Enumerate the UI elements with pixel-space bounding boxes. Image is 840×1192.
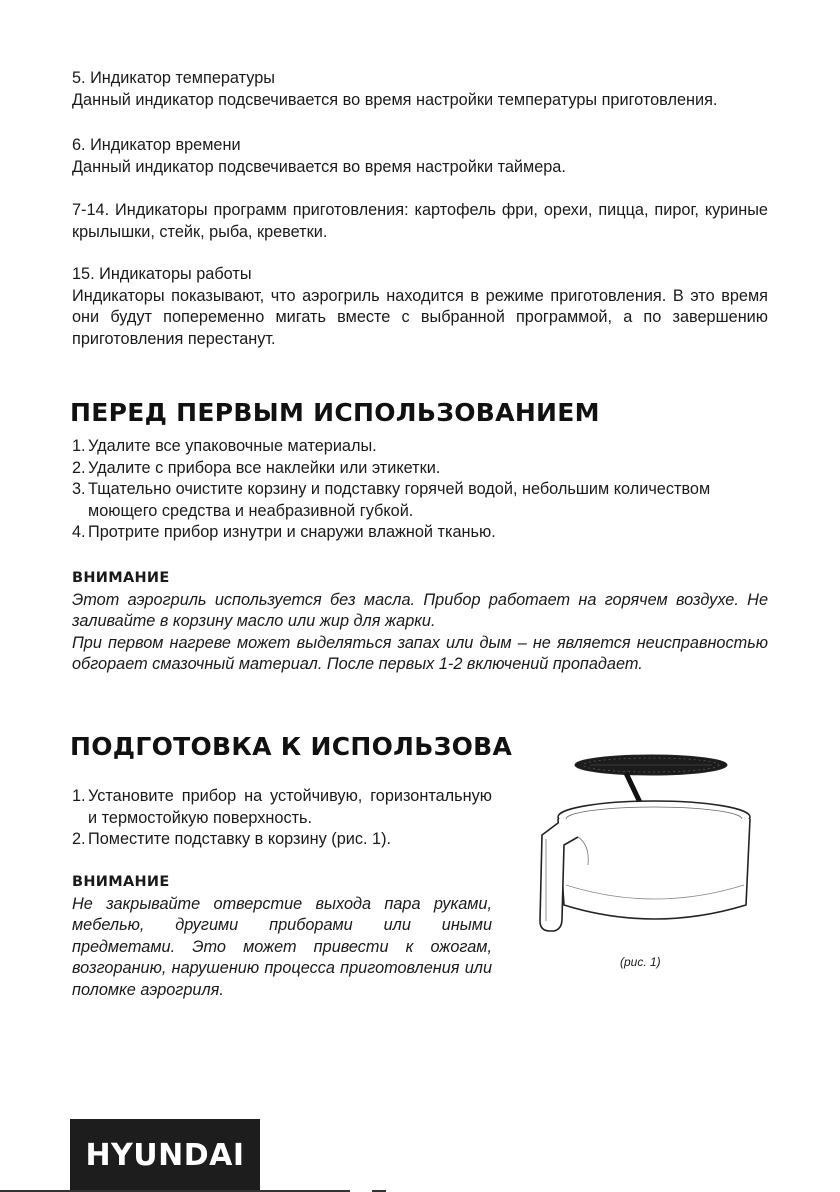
warning-text: Этот аэрогриль используется без масла. Прибор работает на горячем воздухе. Не заливайте в корзину масло или жир для жарки.: [72, 590, 768, 630]
step-text: Протрите прибор изнутри и снаружи влажной тканью.: [88, 523, 496, 541]
logo-text: HYUNDAI: [85, 1138, 245, 1173]
warning-title: ВНИМАНИЕ: [72, 570, 170, 586]
list-item: [72, 436, 768, 458]
indicator-7-14-section: [72, 200, 768, 243]
preparation-heading: ПОДГОТОВКА К ИСПОЛЬЗОВА: [70, 732, 513, 761]
list-item: [72, 458, 768, 480]
step-number: 1.: [72, 787, 86, 805]
step-number: 3.: [72, 480, 86, 498]
air-fryer-basket-illustration: [530, 745, 770, 985]
indicator-6-text: Данный индикатор подсвечивается во время настройки таймера.: [72, 157, 566, 176]
step-text: Удалите все упаковочные материалы.: [88, 437, 377, 455]
list-item: [72, 522, 768, 544]
preparation-steps: [72, 786, 492, 851]
indicator-7-14-text: 7-14. Индикаторы программ приготовления: картофель фри, орехи, пицца, пирог, куриные крылышки, стейк, рыба, креветки.: [72, 201, 768, 241]
preparation-warning: [72, 872, 492, 1001]
indicator-5-section: [72, 68, 768, 111]
hyundai-logo: [70, 1119, 260, 1192]
basket-drawing: [530, 745, 770, 955]
before-use-steps: [72, 436, 768, 544]
step-text: Удалите с прибора все наклейки или этикетки.: [88, 458, 441, 477]
before-use-heading: ПЕРЕД ПЕРВЫМ ИСПОЛЬЗОВАНИЕМ: [70, 398, 600, 427]
warning-text: Не закрывайте отверстие выхода пара руками, мебелью, другими приборами или иными предметами. Это может привести к ожогам, возгоранию, нарушению процесса приготовления или поломке аэрогриля.: [72, 894, 492, 999]
indicator-5-text: Данный индикатор подсвечивается во время настройки температуры приготовления.: [72, 90, 718, 109]
list-item: [72, 829, 492, 851]
step-number: 1.: [72, 437, 86, 455]
step-text: Установите прибор на устойчивую, горизонтальную и термостойкую поверхность.: [88, 787, 492, 827]
indicator-15-section: [72, 264, 768, 350]
list-item: [72, 479, 768, 522]
warning-title: ВНИМАНИЕ: [72, 874, 170, 890]
indicator-6-section: [72, 135, 768, 178]
indicator-5-title: 5. Индикатор температуры: [72, 69, 275, 87]
figure-caption: (рис. 1): [620, 955, 661, 969]
indicator-15-text: Индикаторы показывают, что аэрогриль находится в режиме приготовления. В это время они будут попеременно мигать вместе с выбранной программой, а по завершению приготовления перестанут.: [72, 286, 768, 348]
list-item: [72, 786, 492, 829]
before-use-warning: [72, 568, 768, 676]
step-number: 4.: [72, 523, 86, 541]
step-text: Поместите подставку в корзину (рис. 1).: [88, 830, 392, 848]
indicator-15-title: 15. Индикаторы работы: [72, 265, 252, 283]
step-text: Тщательно очистите корзину и подставку горячей водой, небольшим количеством моющего средства и неабразивной губкой.: [88, 480, 711, 520]
step-number: 2.: [72, 458, 86, 477]
step-number: 2.: [72, 830, 86, 848]
warning-text: При первом нагреве может выделяться запах или дым – не является неисправностью обгорает смазочный материал. После первых 1-2 включений пропадает.: [72, 633, 768, 673]
indicator-6-title: 6. Индикатор времени: [72, 136, 241, 154]
preparation-heading-clip: [70, 728, 520, 768]
